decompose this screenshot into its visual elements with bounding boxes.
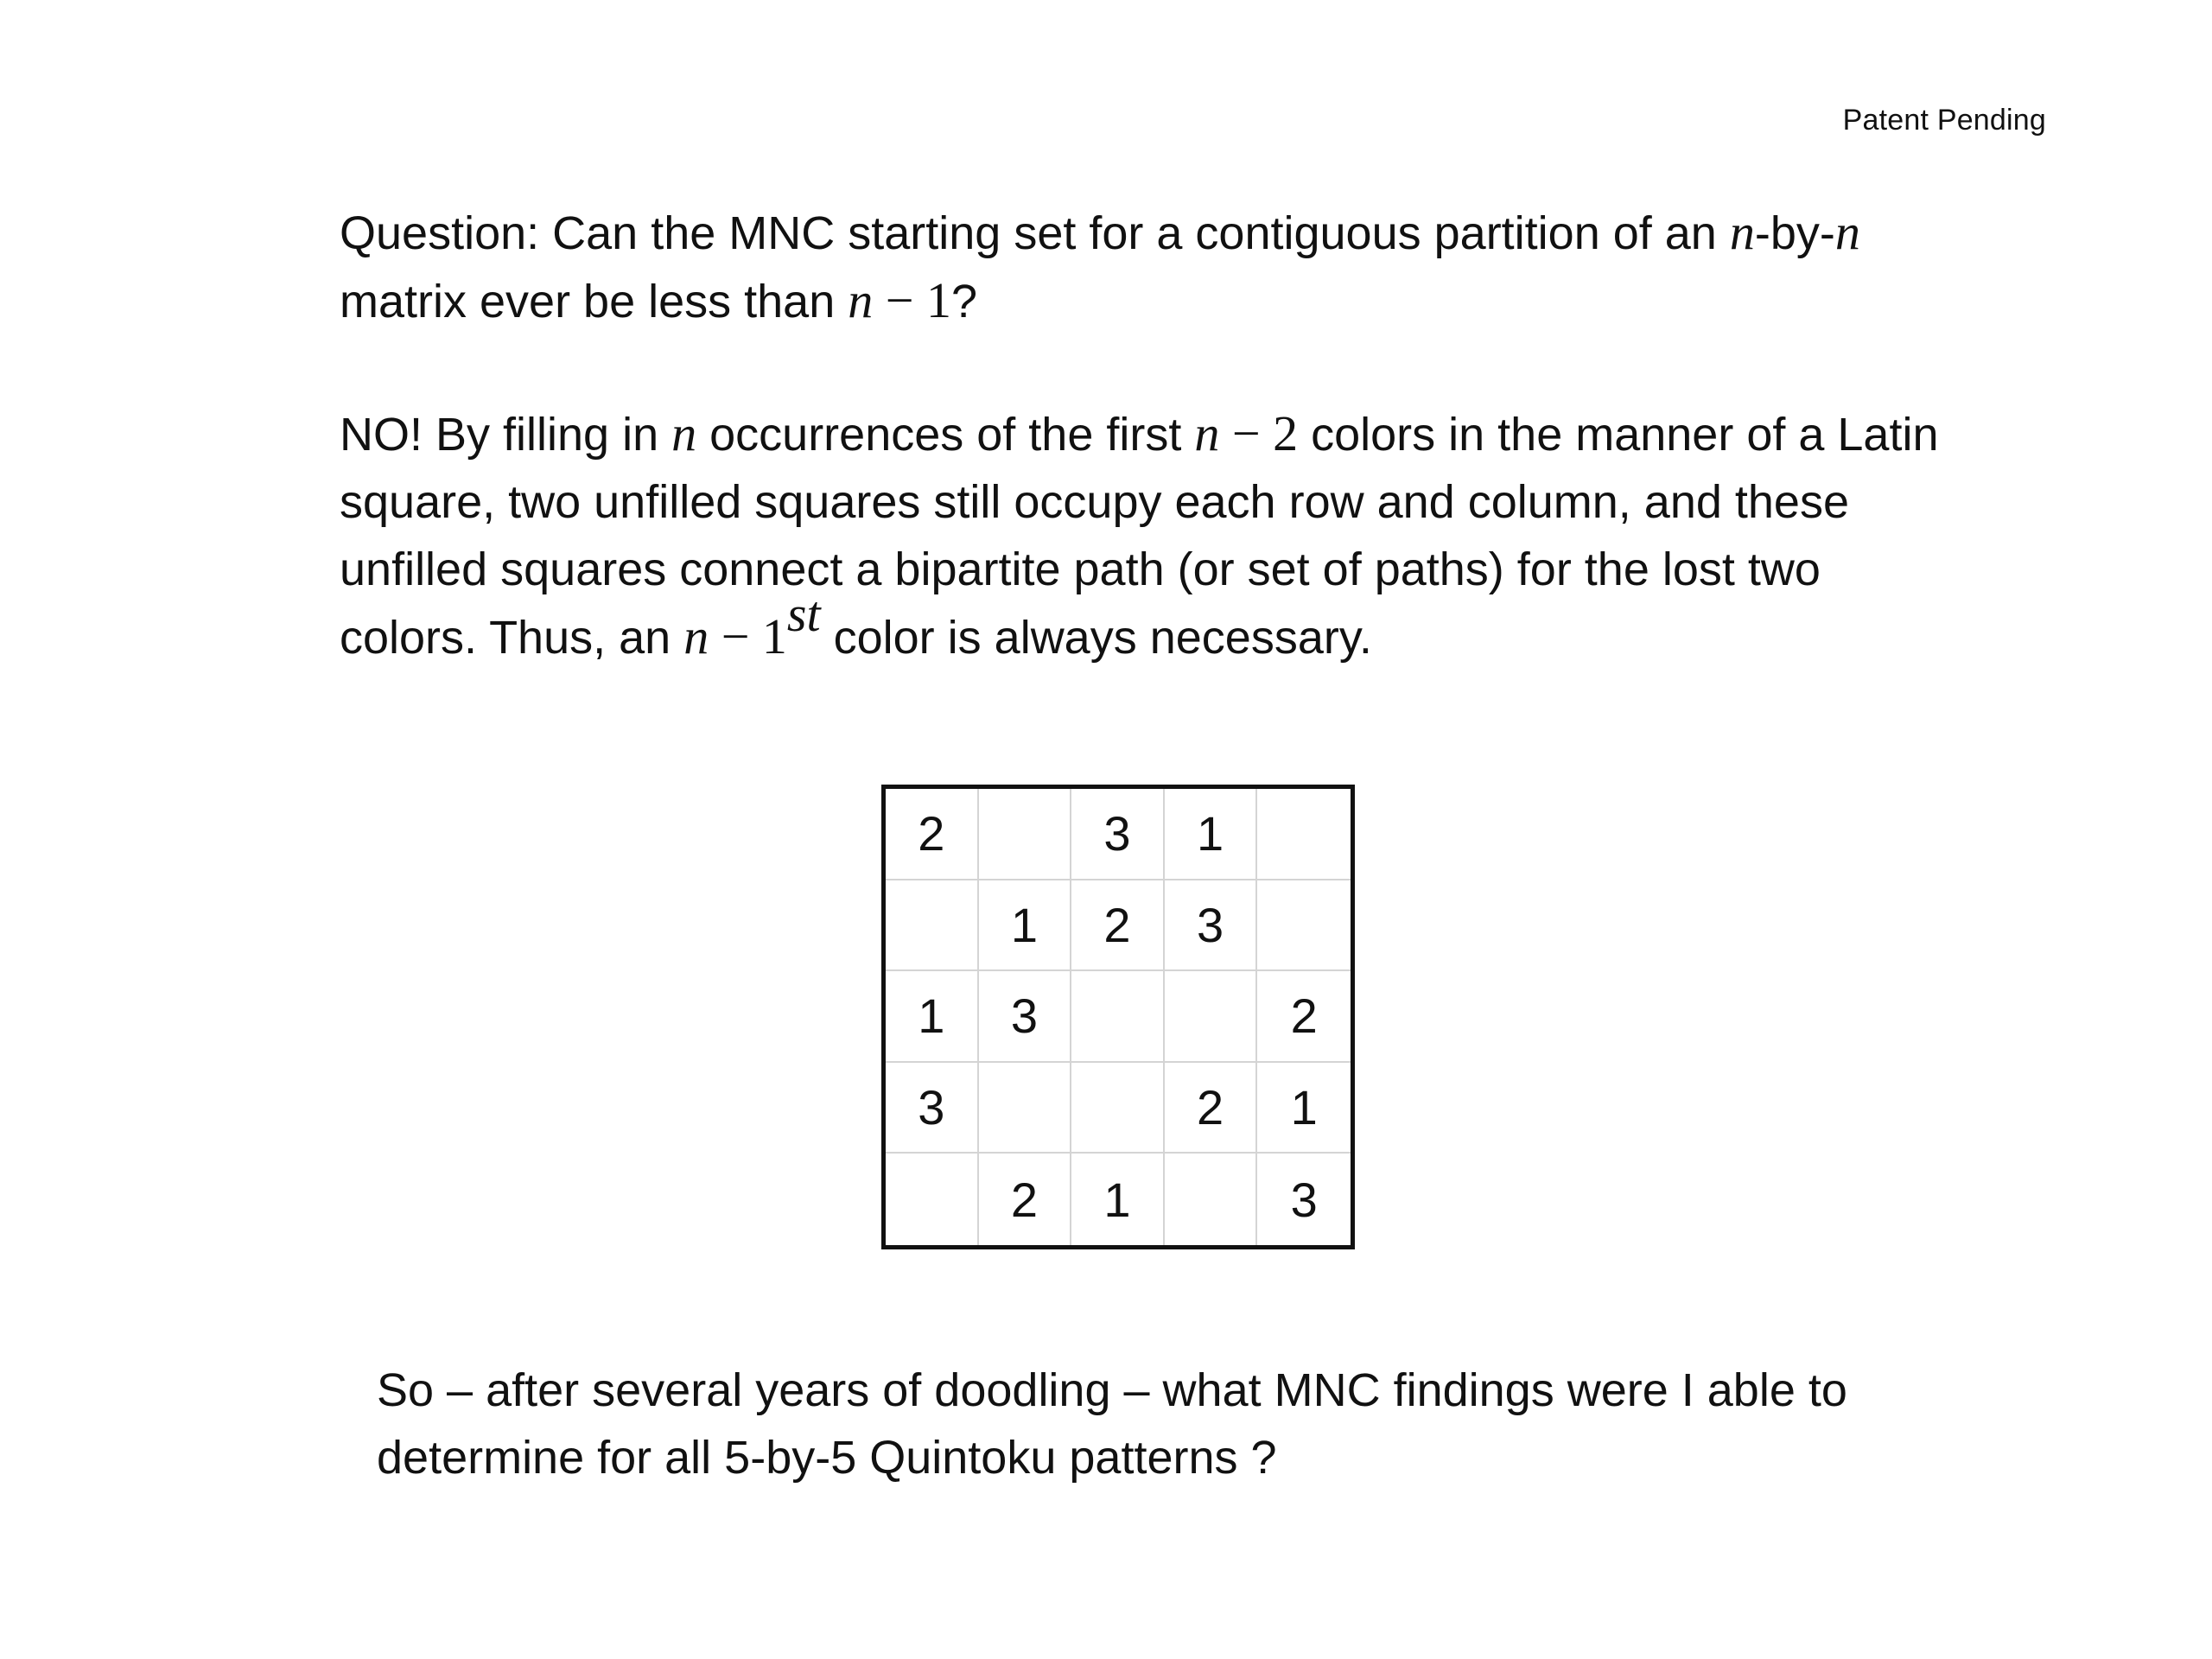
grid-cell — [886, 880, 979, 972]
grid-cell — [1165, 1154, 1258, 1245]
grid-cell: 3 — [1165, 880, 1258, 972]
math-n: n — [1729, 204, 1755, 260]
math-superscript-st: st — [786, 586, 821, 642]
math-minus-one: − 1 — [873, 272, 951, 328]
math-n: n — [1194, 405, 1220, 461]
answer-text-4: color is always necessary. — [820, 612, 1372, 664]
answer-paragraph — [340, 400, 1964, 671]
answer-text-1: NO! By filling in — [340, 409, 672, 461]
grid-cell: 1 — [1165, 789, 1258, 880]
patent-pending-note: Patent Pending — [1842, 104, 2046, 137]
grid-cell: 2 — [1165, 1063, 1258, 1154]
math-n: n — [683, 608, 709, 664]
question-prefix: Question: Can the MNC starting set for a contiguous partition of an — [340, 207, 1730, 259]
grid-cell: 2 — [1257, 971, 1351, 1063]
question-paragraph — [340, 199, 1964, 335]
question-by: -by- — [1754, 207, 1835, 259]
grid-cell: 2 — [979, 1154, 1072, 1245]
grid-cell: 2 — [886, 789, 979, 880]
question-end: ? — [950, 276, 978, 327]
math-minus-two: − 2 — [1219, 405, 1299, 461]
grid-cell — [1071, 1063, 1165, 1154]
math-n: n — [671, 405, 697, 461]
grid-cell: 1 — [1071, 1154, 1165, 1245]
grid-cell — [1071, 971, 1165, 1063]
grid-cell — [886, 1154, 979, 1245]
grid-cell — [979, 789, 1072, 880]
grid-cell: 1 — [979, 880, 1072, 972]
closing-paragraph: So – after several years of doodling – what MNC findings were I able to determine for all 5-by-5 Quintoku patterns ? — [377, 1364, 1847, 1484]
grid-cell — [979, 1063, 1072, 1154]
latin-square-grid — [881, 785, 1355, 1249]
grid-cell: 3 — [1071, 789, 1165, 880]
math-n: n — [1834, 204, 1860, 260]
grid-cell: 3 — [1290, 1172, 1318, 1227]
answer-text-2: occurrences of the first — [696, 409, 1195, 461]
grid-cell — [1257, 880, 1351, 972]
question-mid: matrix ever be less than — [340, 276, 849, 327]
answer-text-3: colors in the manner of a Latin square, two unfilled squares still occupy each row and column, and these unfilled squares connect a bipartite path (or set of paths) for the lost two colors. Thus, an — [340, 409, 1939, 664]
math-n: n — [848, 272, 874, 328]
math-minus-one: − 1 — [709, 608, 787, 664]
grid-cell: 3 — [886, 1063, 979, 1154]
grid-cell: 1 — [1257, 1063, 1351, 1154]
grid-cell — [1257, 789, 1351, 880]
grid-cell — [1165, 971, 1258, 1063]
grid-cell: 1 — [886, 971, 979, 1063]
grid-cell: 2 — [1071, 880, 1165, 972]
grid-cell: 3 — [979, 971, 1072, 1063]
